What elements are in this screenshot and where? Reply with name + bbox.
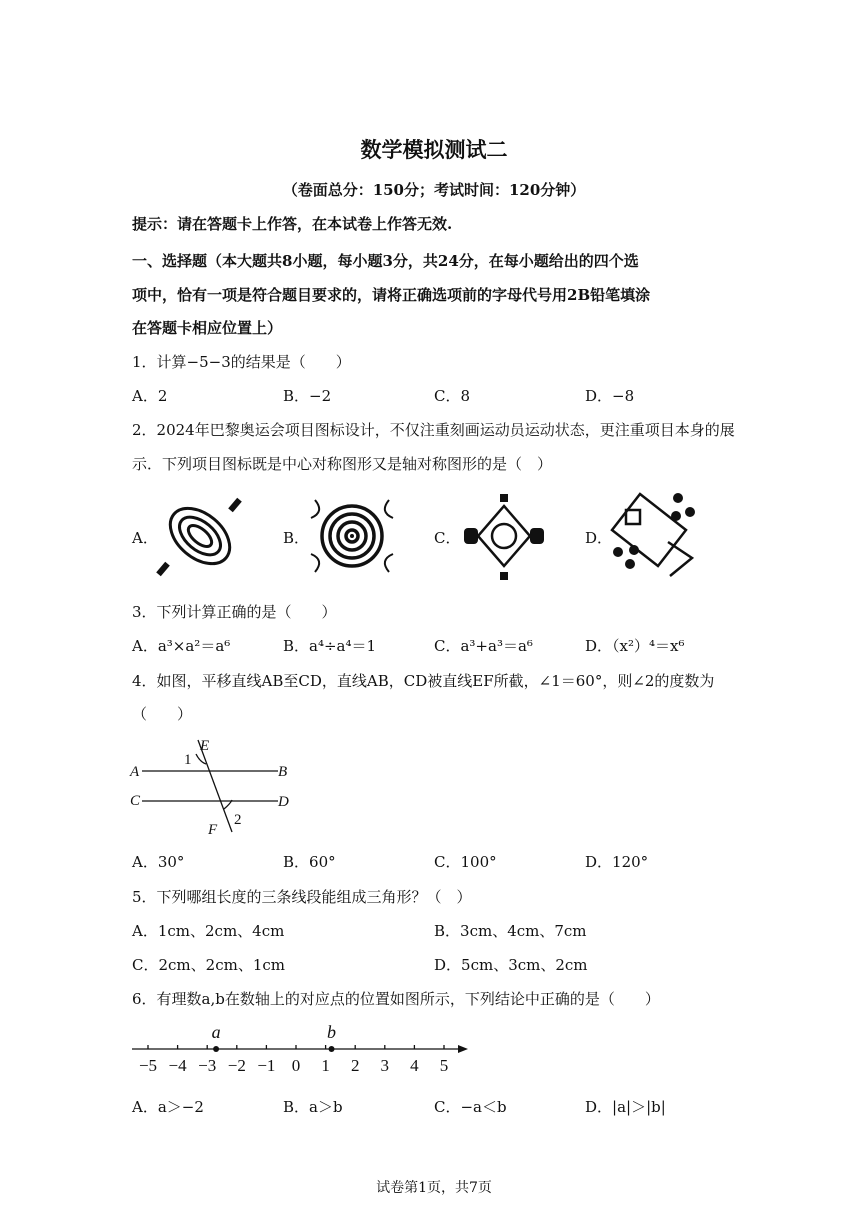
section-heading-line1: 一、选择题（本大题共8小题，每小题3分，共24分，在每小题给出的四个选 <box>132 252 639 270</box>
q4-option-c[interactable]: C．100° <box>434 853 497 871</box>
axis-tick-label: 3 <box>380 1056 390 1075</box>
q6-stem: 6．有理数a,b在数轴上的对应点的位置如图所示，下列结论中正确的是（ ） <box>132 990 660 1008</box>
q2-stem-line2: 示．下列项目图标既是中心对称图形又是轴对称图形的是（ ） <box>132 455 553 473</box>
point-b-label: b <box>327 1022 337 1042</box>
q4-option-d[interactable]: D．120° <box>585 853 649 871</box>
soccer-field-icon <box>606 490 702 582</box>
q6-option-a[interactable]: A．a＞−2 <box>132 1098 204 1116</box>
axis-tick-label: 2 <box>350 1056 360 1075</box>
section-heading-line3: 在答题卡相应位置上） <box>132 319 283 337</box>
axis-tick-label: 5 <box>439 1056 449 1075</box>
point-a-label: a <box>211 1022 221 1042</box>
q5-stem: 5．下列哪组长度的三条线段能组成三角形？（ ） <box>132 888 472 906</box>
q3-option-d[interactable]: D．（x²）⁴＝x⁶ <box>585 637 685 655</box>
page-footer: 试卷第1页，共7页 <box>376 1180 492 1196</box>
q2-option-a[interactable]: A． <box>132 529 158 547</box>
q1-option-a[interactable]: A．2 <box>132 387 168 405</box>
hint-text: 提示：请在答题卡上作答，在本试卷上作答无效. <box>132 215 453 233</box>
q4-option-b[interactable]: B．60° <box>283 853 336 871</box>
q4-option-a[interactable]: A．30° <box>132 853 185 871</box>
q6-option-c[interactable]: C．−a＜b <box>434 1098 507 1116</box>
q3-stem: 3．下列计算正确的是（ ） <box>132 603 337 621</box>
q5-option-b[interactable]: B．3cm、4cm、7cm <box>434 922 587 940</box>
q1-option-c[interactable]: C．8 <box>434 387 471 405</box>
axis-arrow-icon <box>458 1045 468 1053</box>
axis-tick-label: −5 <box>138 1056 158 1075</box>
axis-tick-label: −2 <box>227 1056 246 1075</box>
point-a <box>213 1046 219 1052</box>
q2-option-b[interactable]: B． <box>283 529 310 547</box>
number-line-figure <box>128 1018 474 1078</box>
q6-option-b[interactable]: B．a＞b <box>283 1098 343 1116</box>
axis-tick-label: −4 <box>168 1056 187 1075</box>
label-D: D <box>278 794 289 810</box>
q5-option-c[interactable]: C．2cm、2cm、1cm <box>132 956 285 974</box>
section-heading-line2: 项中，恰有一项是符合题目要求的，请将正确选项前的字母代号用2B铅笔填涂 <box>132 286 651 304</box>
label-A: A <box>130 764 140 780</box>
label-C: C <box>130 793 141 809</box>
page-title: 数学模拟测试二 <box>360 137 508 162</box>
q2-stem-line1: 2．2024年巴黎奥运会项目图标设计，不仅注重刻画运动员运动状态，更注重项目本身的展 <box>132 421 735 439</box>
axis-tick-label: 4 <box>410 1056 419 1075</box>
q2-option-c[interactable]: C． <box>434 529 461 547</box>
label-B: B <box>278 764 288 780</box>
q3-option-a[interactable]: A．a³×a²＝a⁶ <box>132 637 231 655</box>
q4-stem-line1: 4．如图，平移直线AB至CD，直线AB，CD被直线EF所截，∠1＝60°，则∠2的度数为 <box>132 672 715 690</box>
angle-2-label: 2 <box>234 812 242 828</box>
angle-1-label: 1 <box>184 752 192 768</box>
q3-option-c[interactable]: C．a³+a³＝a⁶ <box>434 637 533 655</box>
parallel-lines-figure <box>128 734 304 840</box>
exam-info: （卷面总分：150分；考试时间：120分钟） <box>282 181 586 199</box>
archery-target-icon <box>305 492 399 580</box>
label-F: F <box>208 822 218 838</box>
axis-tick-label: 1 <box>321 1056 330 1075</box>
axis-tick-label: −3 <box>198 1056 217 1075</box>
q5-option-d[interactable]: D．5cm、3cm、2cm <box>434 956 588 974</box>
running-track-icon <box>152 492 252 580</box>
q4-stem-line2: （ ） <box>132 705 193 723</box>
q1-stem: 1．计算−5−3的结果是（ ） <box>132 353 351 371</box>
q5-option-a[interactable]: A．1cm、2cm、4cm <box>132 922 285 940</box>
label-E: E <box>200 738 210 754</box>
point-b <box>329 1046 335 1052</box>
q1-option-d[interactable]: D．−8 <box>585 387 635 405</box>
fencing-icon <box>458 492 550 582</box>
q6-option-d[interactable]: D．|a|＞|b| <box>585 1098 666 1116</box>
axis-tick-label: −1 <box>257 1056 276 1075</box>
q2-option-d[interactable]: D． <box>585 529 613 547</box>
q1-option-b[interactable]: B．−2 <box>283 387 332 405</box>
axis-tick-label: 0 <box>291 1056 301 1075</box>
q3-option-b[interactable]: B．a⁴÷a⁴＝1 <box>283 637 377 655</box>
